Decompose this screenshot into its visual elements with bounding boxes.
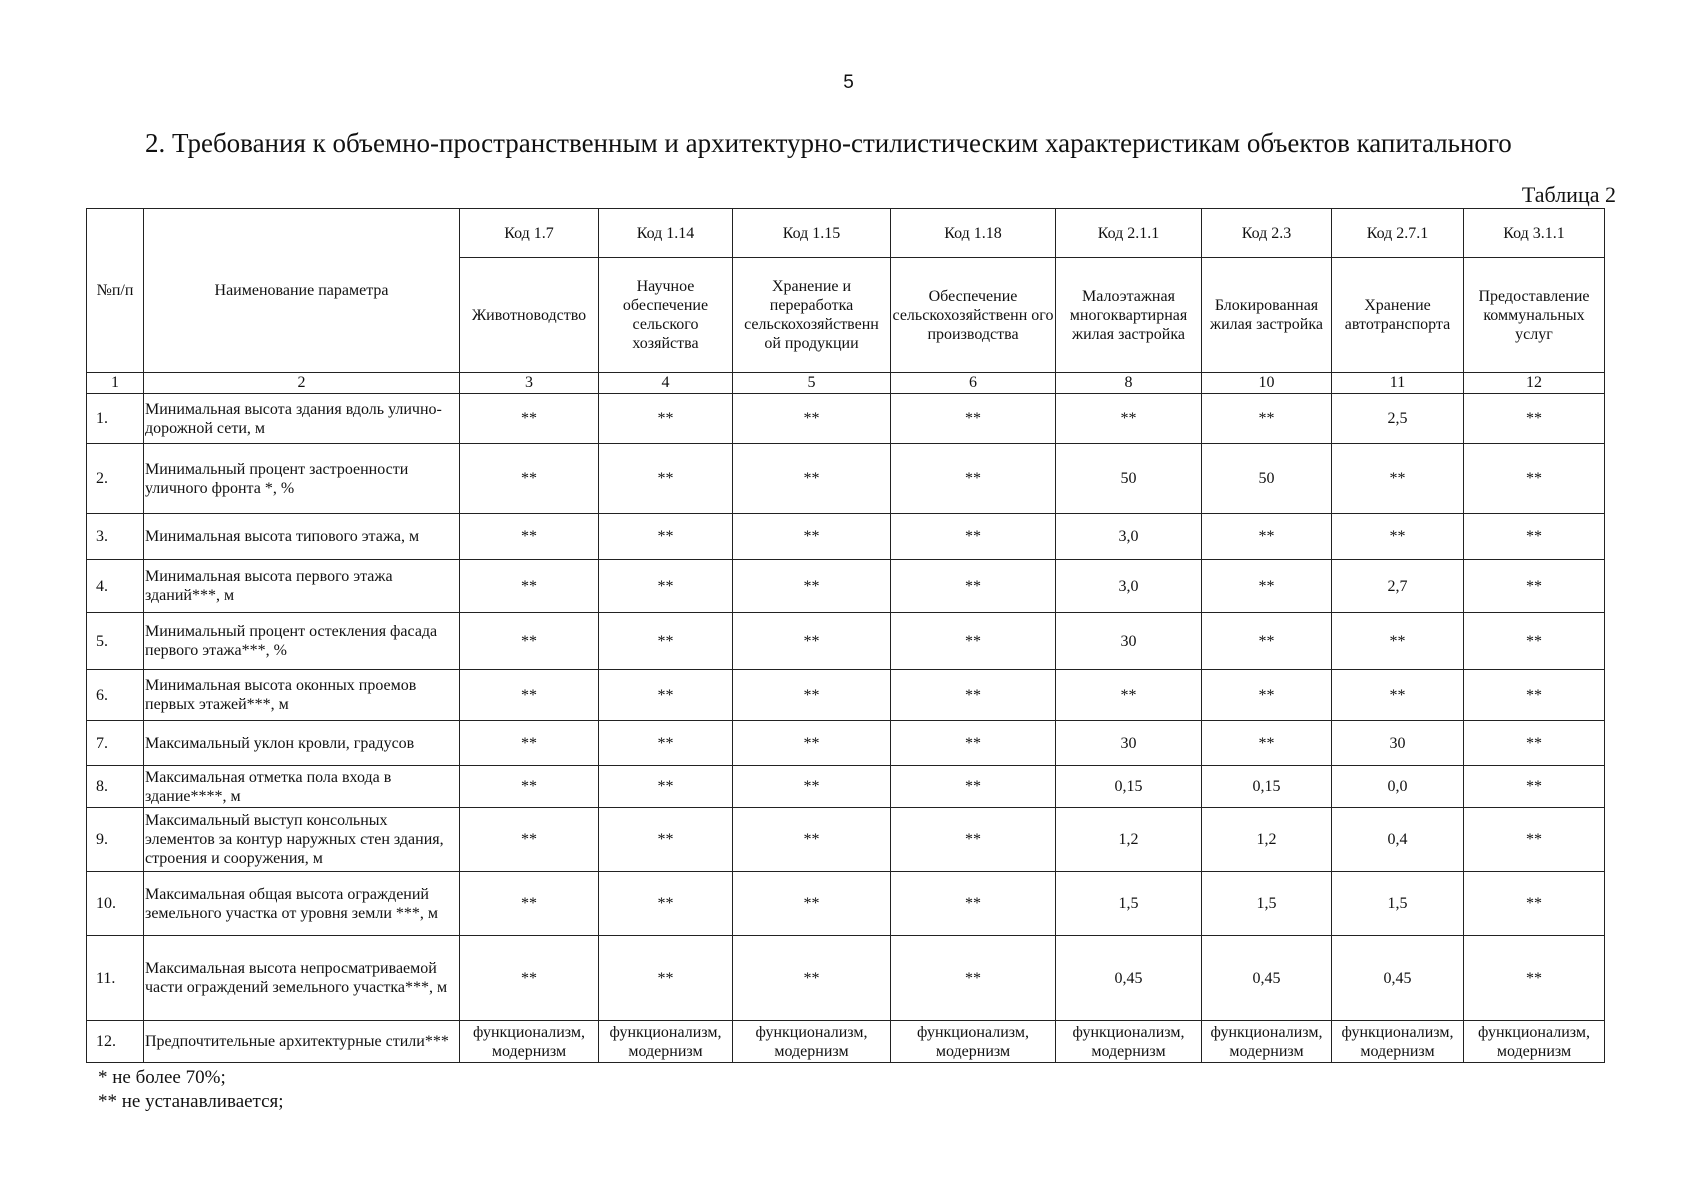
row-number: 10. xyxy=(87,872,144,936)
value-cell: 0,15 xyxy=(1202,766,1332,808)
value-cell: ** xyxy=(460,766,599,808)
code-header: Код 1.18 xyxy=(891,209,1056,258)
value-cell: ** xyxy=(460,514,599,560)
value-cell: ** xyxy=(891,766,1056,808)
table-label: Таблица 2 xyxy=(1521,182,1616,207)
value-cell: ** xyxy=(599,560,733,613)
value-cell: ** xyxy=(891,721,1056,766)
value-cell: 2,7 xyxy=(1332,560,1464,613)
row-number: 12. xyxy=(87,1021,144,1063)
parameter-name: Минимальная высота здания вдоль улично-дорожной сети, м xyxy=(144,394,460,444)
use-header: Научное обеспечение сельского хозяйства xyxy=(599,258,733,373)
table-row xyxy=(87,613,1605,670)
value-cell: ** xyxy=(891,444,1056,514)
value-cell: ** xyxy=(1464,613,1605,670)
column-index-row xyxy=(87,373,1605,394)
value-cell: функционализм, модернизм xyxy=(891,1021,1056,1063)
value-cell: ** xyxy=(1202,613,1332,670)
code-header: Код 2.3 xyxy=(1202,209,1332,258)
parameter-name: Минимальная высота оконных проемов первых этажей***, м xyxy=(144,670,460,721)
value-cell: ** xyxy=(599,766,733,808)
value-cell: ** xyxy=(733,394,891,444)
value-cell: ** xyxy=(733,670,891,721)
value-cell: 0,45 xyxy=(1332,936,1464,1021)
value-cell: ** xyxy=(460,560,599,613)
value-cell: 30 xyxy=(1056,721,1202,766)
parameter-name: Минимальный процент остекления фасада первого этажа***, % xyxy=(144,613,460,670)
use-header: Обеспечение сельскохозяйственн ого производства xyxy=(891,258,1056,373)
value-cell: ** xyxy=(891,560,1056,613)
code-header: Код 2.7.1 xyxy=(1332,209,1464,258)
code-header: Код 1.7 xyxy=(460,209,599,258)
code-header: Код 1.15 xyxy=(733,209,891,258)
value-cell: ** xyxy=(1332,670,1464,721)
value-cell: ** xyxy=(1464,936,1605,1021)
value-cell: ** xyxy=(460,670,599,721)
use-header: Хранение и переработка сельскохозяйственн ой продукции xyxy=(733,258,891,373)
value-cell: 50 xyxy=(1202,444,1332,514)
value-cell: ** xyxy=(1464,514,1605,560)
value-cell: 30 xyxy=(1056,613,1202,670)
value-cell: ** xyxy=(1202,560,1332,613)
column-index: 12 xyxy=(1464,373,1605,394)
value-cell: ** xyxy=(460,872,599,936)
table-row xyxy=(87,766,1605,808)
value-cell: 0,45 xyxy=(1202,936,1332,1021)
requirements-table xyxy=(86,208,1605,1063)
page-number: 5 xyxy=(843,72,854,93)
value-cell: ** xyxy=(1464,394,1605,444)
value-cell: ** xyxy=(891,670,1056,721)
value-cell: ** xyxy=(733,514,891,560)
value-cell: ** xyxy=(460,394,599,444)
table-row xyxy=(87,936,1605,1021)
value-cell: ** xyxy=(599,444,733,514)
value-cell: ** xyxy=(1202,514,1332,560)
value-cell: 0,4 xyxy=(1332,808,1464,872)
value-cell: функционализм, модернизм xyxy=(1056,1021,1202,1063)
value-cell: 50 xyxy=(1056,444,1202,514)
value-cell: ** xyxy=(733,560,891,613)
value-cell: 1,5 xyxy=(1332,872,1464,936)
value-cell: ** xyxy=(733,936,891,1021)
value-cell: ** xyxy=(1464,766,1605,808)
value-cell: ** xyxy=(460,808,599,872)
col-num-header: №п/п xyxy=(87,209,144,373)
value-cell: ** xyxy=(733,766,891,808)
value-cell: 1,2 xyxy=(1056,808,1202,872)
value-cell: ** xyxy=(460,936,599,1021)
table-row xyxy=(87,514,1605,560)
column-index: 8 xyxy=(1056,373,1202,394)
column-index: 4 xyxy=(599,373,733,394)
value-cell: 0,0 xyxy=(1332,766,1464,808)
value-cell: ** xyxy=(1332,514,1464,560)
value-cell: 0,45 xyxy=(1056,936,1202,1021)
value-cell: функционализм, модернизм xyxy=(599,1021,733,1063)
value-cell: ** xyxy=(1332,444,1464,514)
value-cell: ** xyxy=(599,808,733,872)
value-cell: ** xyxy=(1332,613,1464,670)
value-cell: ** xyxy=(1464,444,1605,514)
row-number: 9. xyxy=(87,808,144,872)
value-cell: ** xyxy=(599,872,733,936)
use-header: Блокированная жилая застройка xyxy=(1202,258,1332,373)
parameter-name: Максимальная общая высота ограждений земельного участка от уровня земли ***, м xyxy=(144,872,460,936)
row-number: 7. xyxy=(87,721,144,766)
value-cell: ** xyxy=(599,514,733,560)
parameter-name: Минимальный процент застроенности уличного фронта *, % xyxy=(144,444,460,514)
column-index: 3 xyxy=(460,373,599,394)
value-cell: функционализм, модернизм xyxy=(733,1021,891,1063)
value-cell: функционализм, модернизм xyxy=(1464,1021,1605,1063)
value-cell: ** xyxy=(1464,872,1605,936)
parameter-name: Минимальная высота типового этажа, м xyxy=(144,514,460,560)
parameter-name: Максимальная отметка пола входа в здание****, м xyxy=(144,766,460,808)
value-cell: ** xyxy=(1464,670,1605,721)
section-heading: 2. Требования к объемно-пространственным и архитектурно-стилистическим характеристикам объектов капитального xyxy=(145,128,1512,158)
code-header: Код 2.1.1 xyxy=(1056,209,1202,258)
table-row xyxy=(87,872,1605,936)
value-cell: 0,15 xyxy=(1056,766,1202,808)
table-row xyxy=(87,808,1605,872)
value-cell: 1,2 xyxy=(1202,808,1332,872)
value-cell: ** xyxy=(891,514,1056,560)
column-index: 1 xyxy=(87,373,144,394)
value-cell: ** xyxy=(733,808,891,872)
row-number: 2. xyxy=(87,444,144,514)
table-row xyxy=(87,394,1605,444)
value-cell: функционализм, модернизм xyxy=(1332,1021,1464,1063)
row-number: 8. xyxy=(87,766,144,808)
value-cell: ** xyxy=(733,872,891,936)
value-cell: ** xyxy=(599,670,733,721)
value-cell: 1,5 xyxy=(1056,872,1202,936)
value-cell: ** xyxy=(599,394,733,444)
value-cell: ** xyxy=(1464,560,1605,613)
value-cell: ** xyxy=(599,721,733,766)
parameter-name: Предпочтительные архитектурные стили*** xyxy=(144,1021,460,1063)
use-header: Животноводство xyxy=(460,258,599,373)
footnote-1: * не более 70%; xyxy=(98,1067,226,1088)
value-cell: 3,0 xyxy=(1056,514,1202,560)
value-cell: ** xyxy=(733,444,891,514)
use-header: Предоставление коммунальных услуг xyxy=(1464,258,1605,373)
table-row xyxy=(87,1021,1605,1063)
row-number: 11. xyxy=(87,936,144,1021)
table-row xyxy=(87,444,1605,514)
row-number: 1. xyxy=(87,394,144,444)
value-cell: ** xyxy=(599,613,733,670)
code-header: Код 1.14 xyxy=(599,209,733,258)
value-cell: 30 xyxy=(1332,721,1464,766)
value-cell: 1,5 xyxy=(1202,872,1332,936)
value-cell: ** xyxy=(891,394,1056,444)
parameter-name: Максимальный уклон кровли, градусов xyxy=(144,721,460,766)
use-header: Малоэтажная многоквартирная жилая застройка xyxy=(1056,258,1202,373)
parameter-name: Максимальный выступ консольных элементов за контур наружных стен здания, строения и сооружения, м xyxy=(144,808,460,872)
column-index: 10 xyxy=(1202,373,1332,394)
value-cell: ** xyxy=(599,936,733,1021)
value-cell: ** xyxy=(733,721,891,766)
value-cell: ** xyxy=(891,808,1056,872)
value-cell: функционализм, модернизм xyxy=(1202,1021,1332,1063)
value-cell: ** xyxy=(1056,394,1202,444)
table-row xyxy=(87,670,1605,721)
value-cell: ** xyxy=(891,872,1056,936)
value-cell: ** xyxy=(1464,721,1605,766)
row-number: 6. xyxy=(87,670,144,721)
row-number: 5. xyxy=(87,613,144,670)
value-cell: ** xyxy=(1056,670,1202,721)
col-name-header: Наименование параметра xyxy=(144,209,460,373)
value-cell: ** xyxy=(1202,721,1332,766)
value-cell: ** xyxy=(460,444,599,514)
table-row xyxy=(87,560,1605,613)
footnote-2: ** не устанавливается; xyxy=(98,1091,284,1112)
column-index: 5 xyxy=(733,373,891,394)
row-number: 4. xyxy=(87,560,144,613)
column-index: 6 xyxy=(891,373,1056,394)
parameter-name: Минимальная высота первого этажа зданий***, м xyxy=(144,560,460,613)
code-header: Код 3.1.1 xyxy=(1464,209,1605,258)
value-cell: ** xyxy=(460,613,599,670)
table-row xyxy=(87,721,1605,766)
parameter-name: Максимальная высота непросматриваемой части ограждений земельного участка***, м xyxy=(144,936,460,1021)
row-number: 3. xyxy=(87,514,144,560)
value-cell: 2,5 xyxy=(1332,394,1464,444)
use-header: Хранение автотранспорта xyxy=(1332,258,1464,373)
value-cell: ** xyxy=(1202,670,1332,721)
value-cell: ** xyxy=(460,721,599,766)
value-cell: ** xyxy=(733,613,891,670)
value-cell: ** xyxy=(1202,394,1332,444)
column-index: 11 xyxy=(1332,373,1464,394)
header-codes-row xyxy=(87,209,1605,258)
value-cell: 3,0 xyxy=(1056,560,1202,613)
value-cell: функционализм, модернизм xyxy=(460,1021,599,1063)
value-cell: ** xyxy=(891,613,1056,670)
value-cell: ** xyxy=(1464,808,1605,872)
value-cell: ** xyxy=(891,936,1056,1021)
column-index: 2 xyxy=(144,373,460,394)
